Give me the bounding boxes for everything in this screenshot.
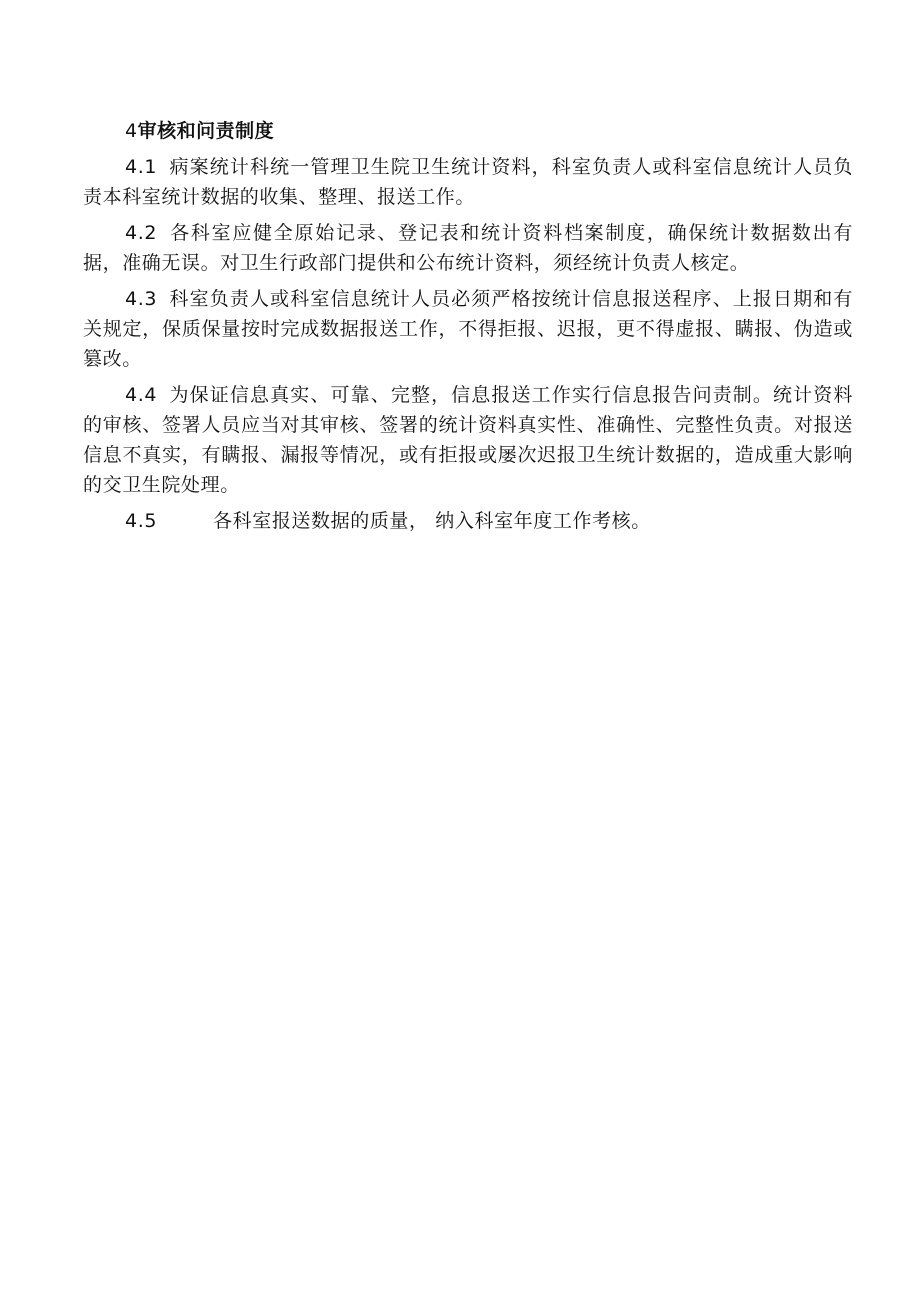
clause-number: 4.4 — [125, 384, 158, 406]
clause-4-4 — [83, 380, 853, 500]
clause-number: 4.1 — [125, 156, 158, 178]
clause-text: 各科室报送数据的质量， 纳入科室年度工作考核。 — [213, 510, 651, 532]
clause-text: 病案统计科统一管理卫生院卫生统计资料，科室负责人或科室信息统计人员负责本科室统计数据的收集、整理、报送工作。 — [83, 156, 853, 208]
document-content — [83, 116, 853, 542]
clause-text: 为保证信息真实、可靠、完整，信息报送工作实行信息报告问责制。统计资料的审核、签署人员应当对其审核、签署的统计资料真实性、准确性、完整性负责。对报送信息不真实，有瞒报、漏报等情况，或有拒报或屡次迟报卫生统计数据的，造成重大影响的交卫生院处理。 — [83, 384, 853, 496]
section-title: 审核和问责制度 — [137, 120, 275, 142]
clause-number: 4.5 — [125, 510, 158, 532]
clause-number: 4.3 — [125, 288, 158, 310]
section-heading — [125, 116, 853, 146]
section-number: 4 — [125, 120, 138, 142]
clause-text: 科室负责人或科室信息统计人员必须严格按统计信息报送程序、上报日期和有关规定，保质保量按时完成数据报送工作，不得拒报、迟报，更不得虚报、瞒报、伪造或篡改。 — [83, 288, 853, 370]
clause-4-1 — [83, 152, 853, 212]
clause-text: 各科室应健全原始记录、登记表和统计资料档案制度，确保统计数据数出有据，准确无误。对卫生行政部门提供和公布统计资料，须经统计负责人核定。 — [83, 222, 853, 274]
clause-4-2 — [83, 218, 853, 278]
clause-number: 4.2 — [125, 222, 158, 244]
clause-4-3 — [83, 284, 853, 374]
clause-4-5 — [83, 506, 853, 536]
